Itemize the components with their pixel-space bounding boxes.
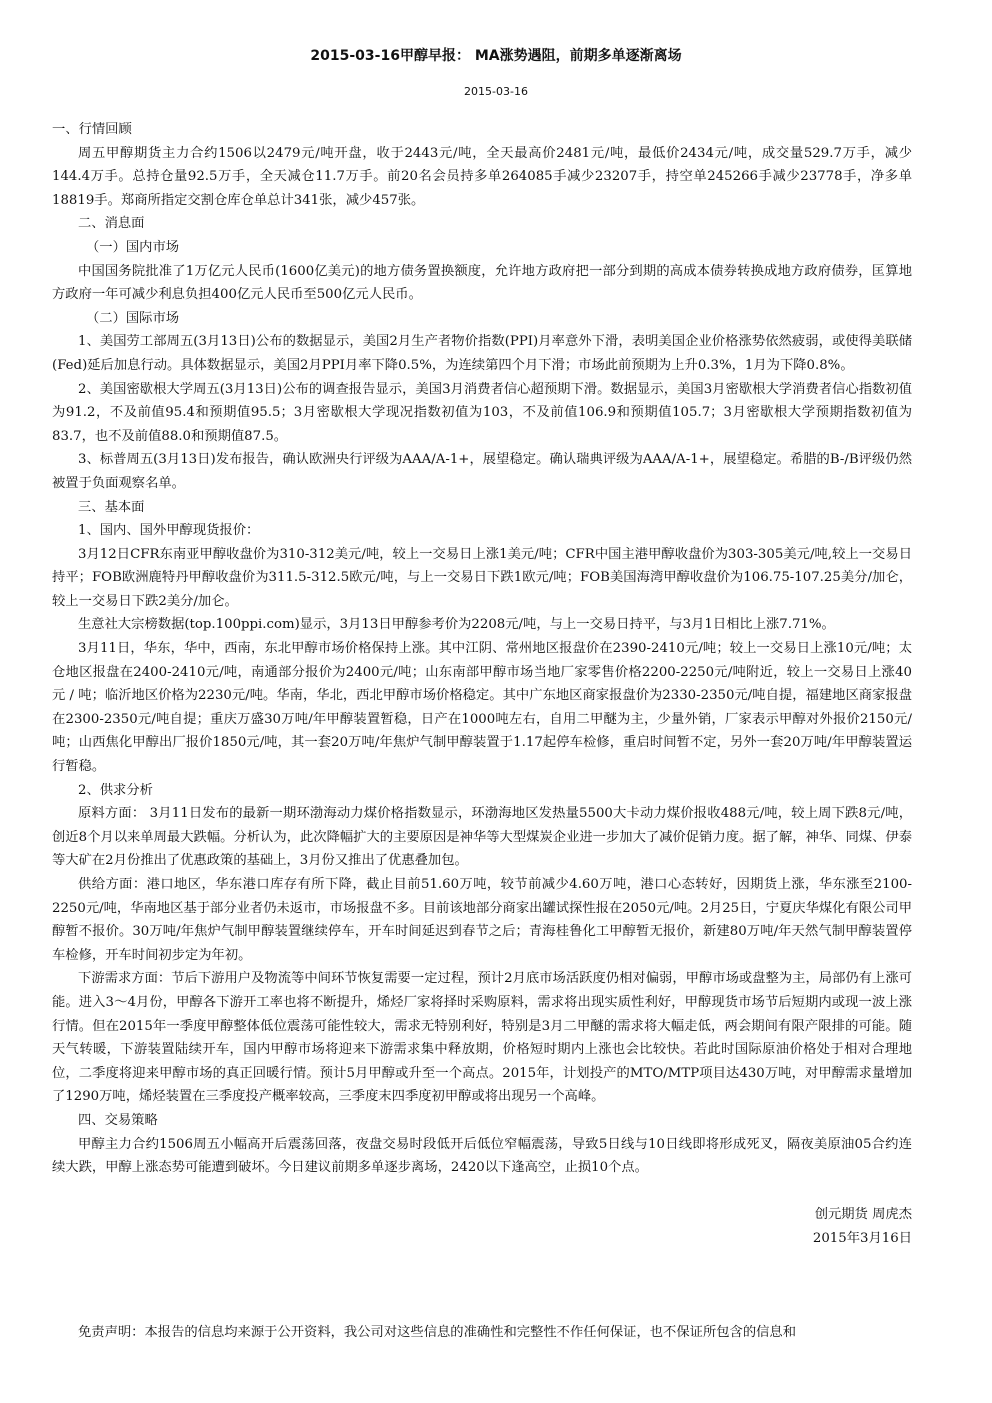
disclaimer-text: 免责声明：本报告的信息均来源于公开资料，我公司对这些信息的准确性和完整性不作任何保证，也不保证所包含的信息和 xyxy=(78,1325,797,1340)
subheading-domestic-market: （一）国内市场 xyxy=(86,239,180,255)
subheading-supply-demand: 2、供求分析 xyxy=(78,782,153,798)
signature-author: 创元期货 周虎杰 xyxy=(814,1207,912,1223)
section-heading-news: 二、消息面 xyxy=(78,216,145,232)
subheading-spot-prices: 1、国内、国外甲醇现货报价： xyxy=(78,523,260,539)
section-heading-fundamentals: 三、基本面 xyxy=(78,499,145,515)
paragraph-trading-strategy: 甲醇主力合约1506周五小幅高开后震荡回落，夜盘交易时段低开后低位窄幅震荡，导致5日线与10日线即将形成死叉，隔夜美原油05合约连续大跌，甲醇上涨态势可能遭到破坏。今日建议前期多单逐步离场，2420以下逢高空，止损10个点。 xyxy=(52,1136,912,1176)
paragraph-us-ppi: 1、美国劳工部周五(3月13日)公布的数据显示，美国2月生产者物价指数(PPI)月率意外下滑，表明美国企业价格涨势依然疲弱，或使得美联储(Fed)延后加息行动。具体数据显示，美国2月PPI月率下降0.5%，为连续第四个月下滑；市场此前预期为上升0.3%，1月为下降0.8%。 xyxy=(52,334,912,373)
paragraph-market-review: 周五甲醇期货主力合约1506以2479元/吨开盘，收于2443元/吨，全天最高价2481元/吨，最低价2434元/吨，成交量529.7万手，减少144.4万手。总持仓量92.5万手，全天减仓11.7万手。前20名会员持多单264085手减少23207手，持空单245266手减少23778手，净多单18819手。郑商所指定交割仓库仓单总计341张，减少457张。 xyxy=(52,145,912,208)
paragraph-supply: 供给方面：港口地区，华东港口库存有所下降，截止目前51.60万吨，较节前减少4.60万吨，港口心态转好，因期货上涨，华东涨至2100-2250元/吨，华南地区基于部分业者仍未返市，市场报盘不多。目前该地部分商家出罐试探性报在2050元/吨。2月25日，宁夏庆华煤化有限公司甲醇暂不报价。30万吨/年焦炉气制甲醇装置继续停车，开车时间延迟到春节之后；青海桂鲁化工甲醇暂无报价，新建80万吨/年天然气制甲醇装置停车检修，开车时间初步定为年初。 xyxy=(52,877,912,963)
report-title: 2015-03-16甲醇早报： MA涨势遇阻，前期多单逐渐离场 xyxy=(310,48,682,64)
paragraph-domestic-spot: 3月11日，华东，华中，西南，东北甲醇市场价格保持上涨。其中江阴、常州地区报盘价在2390-2410元/吨；较上一交易日上涨10元/吨；太仓地区报盘在2400-2410元/吨，南通部分报价为2400元/吨；山东南部甲醇市场当地厂家零售价格2200-2250元/吨附近，较上一交易日上涨40元 / 吨；临沂地区价格为2230元/吨。华南，华北，西北甲醇市场价格稳定。其中广东地区商家报盘价为2330-2350元/吨自提，福建地区商家报盘在2300-2350元/吨自提；重庆万盛30万吨/年甲醇装置暂稳，日产在1000吨左右，自用二甲醚为主，少量外销，厂家表示甲醇对外报价2150元/吨；山西焦化甲醇出厂报价1850元/吨，其一套20万吨/年焦炉气制甲醇装置于1.17起停车检修，重启时间暂不定，另外一套20万吨/年甲醇装置运行暂稳。 xyxy=(52,641,912,775)
paragraph-raw-materials: 原料方面： 3月11日发布的最新一期环渤海动力煤价格指数显示，环渤海地区发热量5500大卡动力煤价报收488元/吨，较上周下跌8元/吨，创近8个月以来单周最大跌幅。分析认为，此次降幅扩大的主要原因是神华等大型煤炭企业进一步加大了减价促销力度。据了解，神华、同煤、伊泰等大矿在2月份推出了优惠政策的基础上，3月份又推出了优惠叠加包。 xyxy=(52,806,912,869)
paragraph-michigan-sentiment: 2、美国密歇根大学周五(3月13日)公布的调查报告显示，美国3月消费者信心超预期下滑。数据显示，美国3月密歇根大学消费者信心指数初值为91.2，不及前值95.4和预期值95.5；3月密歇根大学现况指数初值为103，不及前值106.9和预期值105.7；3月密歇根大学预期指数初值为83.7，也不及前值88.0和预期值87.5。 xyxy=(52,381,912,444)
paragraph-sp-rating: 3、标普周五(3月13日)发布报告，确认欧洲央行评级为AAA/A-1+，展望稳定。确认瑞典评级为AAA/A-1+，展望稳定。希腊的B-/B评级仍然被置于负面观察名单。 xyxy=(52,452,912,491)
signature-date: 2015年3月16日 xyxy=(812,1230,912,1246)
report-date: 2015-03-16 xyxy=(464,85,528,98)
section-heading-market-review: 一、行情回顾 xyxy=(52,122,132,137)
paragraph-100ppi-reference: 生意社大宗榜数据(top.100ppi.com)显示，3月13日甲醇参考价为2208元/吨，与上一交易日持平，与3月1日相比上涨7.71%。 xyxy=(78,617,835,633)
paragraph-domestic-news: 中国国务院批准了1万亿元人民币(1600亿美元)的地方债务置换额度，允许地方政府把一部分到期的高成本债券转换成地方政府债券，匡算地方政府一年可减少利息负担400亿元人民币至500亿元人民币。 xyxy=(52,263,912,303)
paragraph-downstream-demand: 下游需求方面：节后下游用户及物流等中间环节恢复需要一定过程，预计2月底市场活跃度仍相对偏弱，甲醇市场或盘整为主，局部仍有上涨可能。进入3～4月份，甲醇各下游开工率也将不断提升，烯烃厂家将择时采购原料，需求将出现实质性利好，甲醇现货市场节后短期内或现一波上涨行情。但在2015年一季度甲醇整体低位震荡可能性较大，需求无特别利好，特别是3月二甲醚的需求将大幅走低，两会期间有限产限排的可能。随天气转暖，下游装置陆续开车，国内甲醇市场将迎来下游需求集中释放期，价格短时期内上涨也会比较快。若此时国际原油价格处于相对合理地位，二季度将迎来甲醇市场的真正回暖行情。预计5月甲醇或升至一个高点。2015年，计划投产的MTO/MTP项目达430万吨，对甲醇需求量增加了1290万吨，烯烃装置在三季度投产概率较高，三季度末四季度初甲醇或将出现另一个高峰。 xyxy=(52,971,912,1105)
section-heading-trading-strategy: 四、交易策略 xyxy=(78,1112,158,1128)
report-body xyxy=(52,118,912,1251)
paragraph-international-spot: 3月12日CFR东南亚甲醇收盘价为310-312美元/吨，较上一交易日上涨1美元/吨；CFR中国主港甲醇收盘价为303-305美元/吨,较上一交易日持平；FOB欧洲鹿特丹甲醇收盘价为311.5-312.5欧元/吨，与上一交易日下跌1欧元/吨；FOB美国海湾甲醇收盘价为106.75-107.25美分/加仑，较上一交易日下跌2美分/加仑。 xyxy=(52,546,912,609)
subheading-international-market: （二）国际市场 xyxy=(86,310,180,326)
